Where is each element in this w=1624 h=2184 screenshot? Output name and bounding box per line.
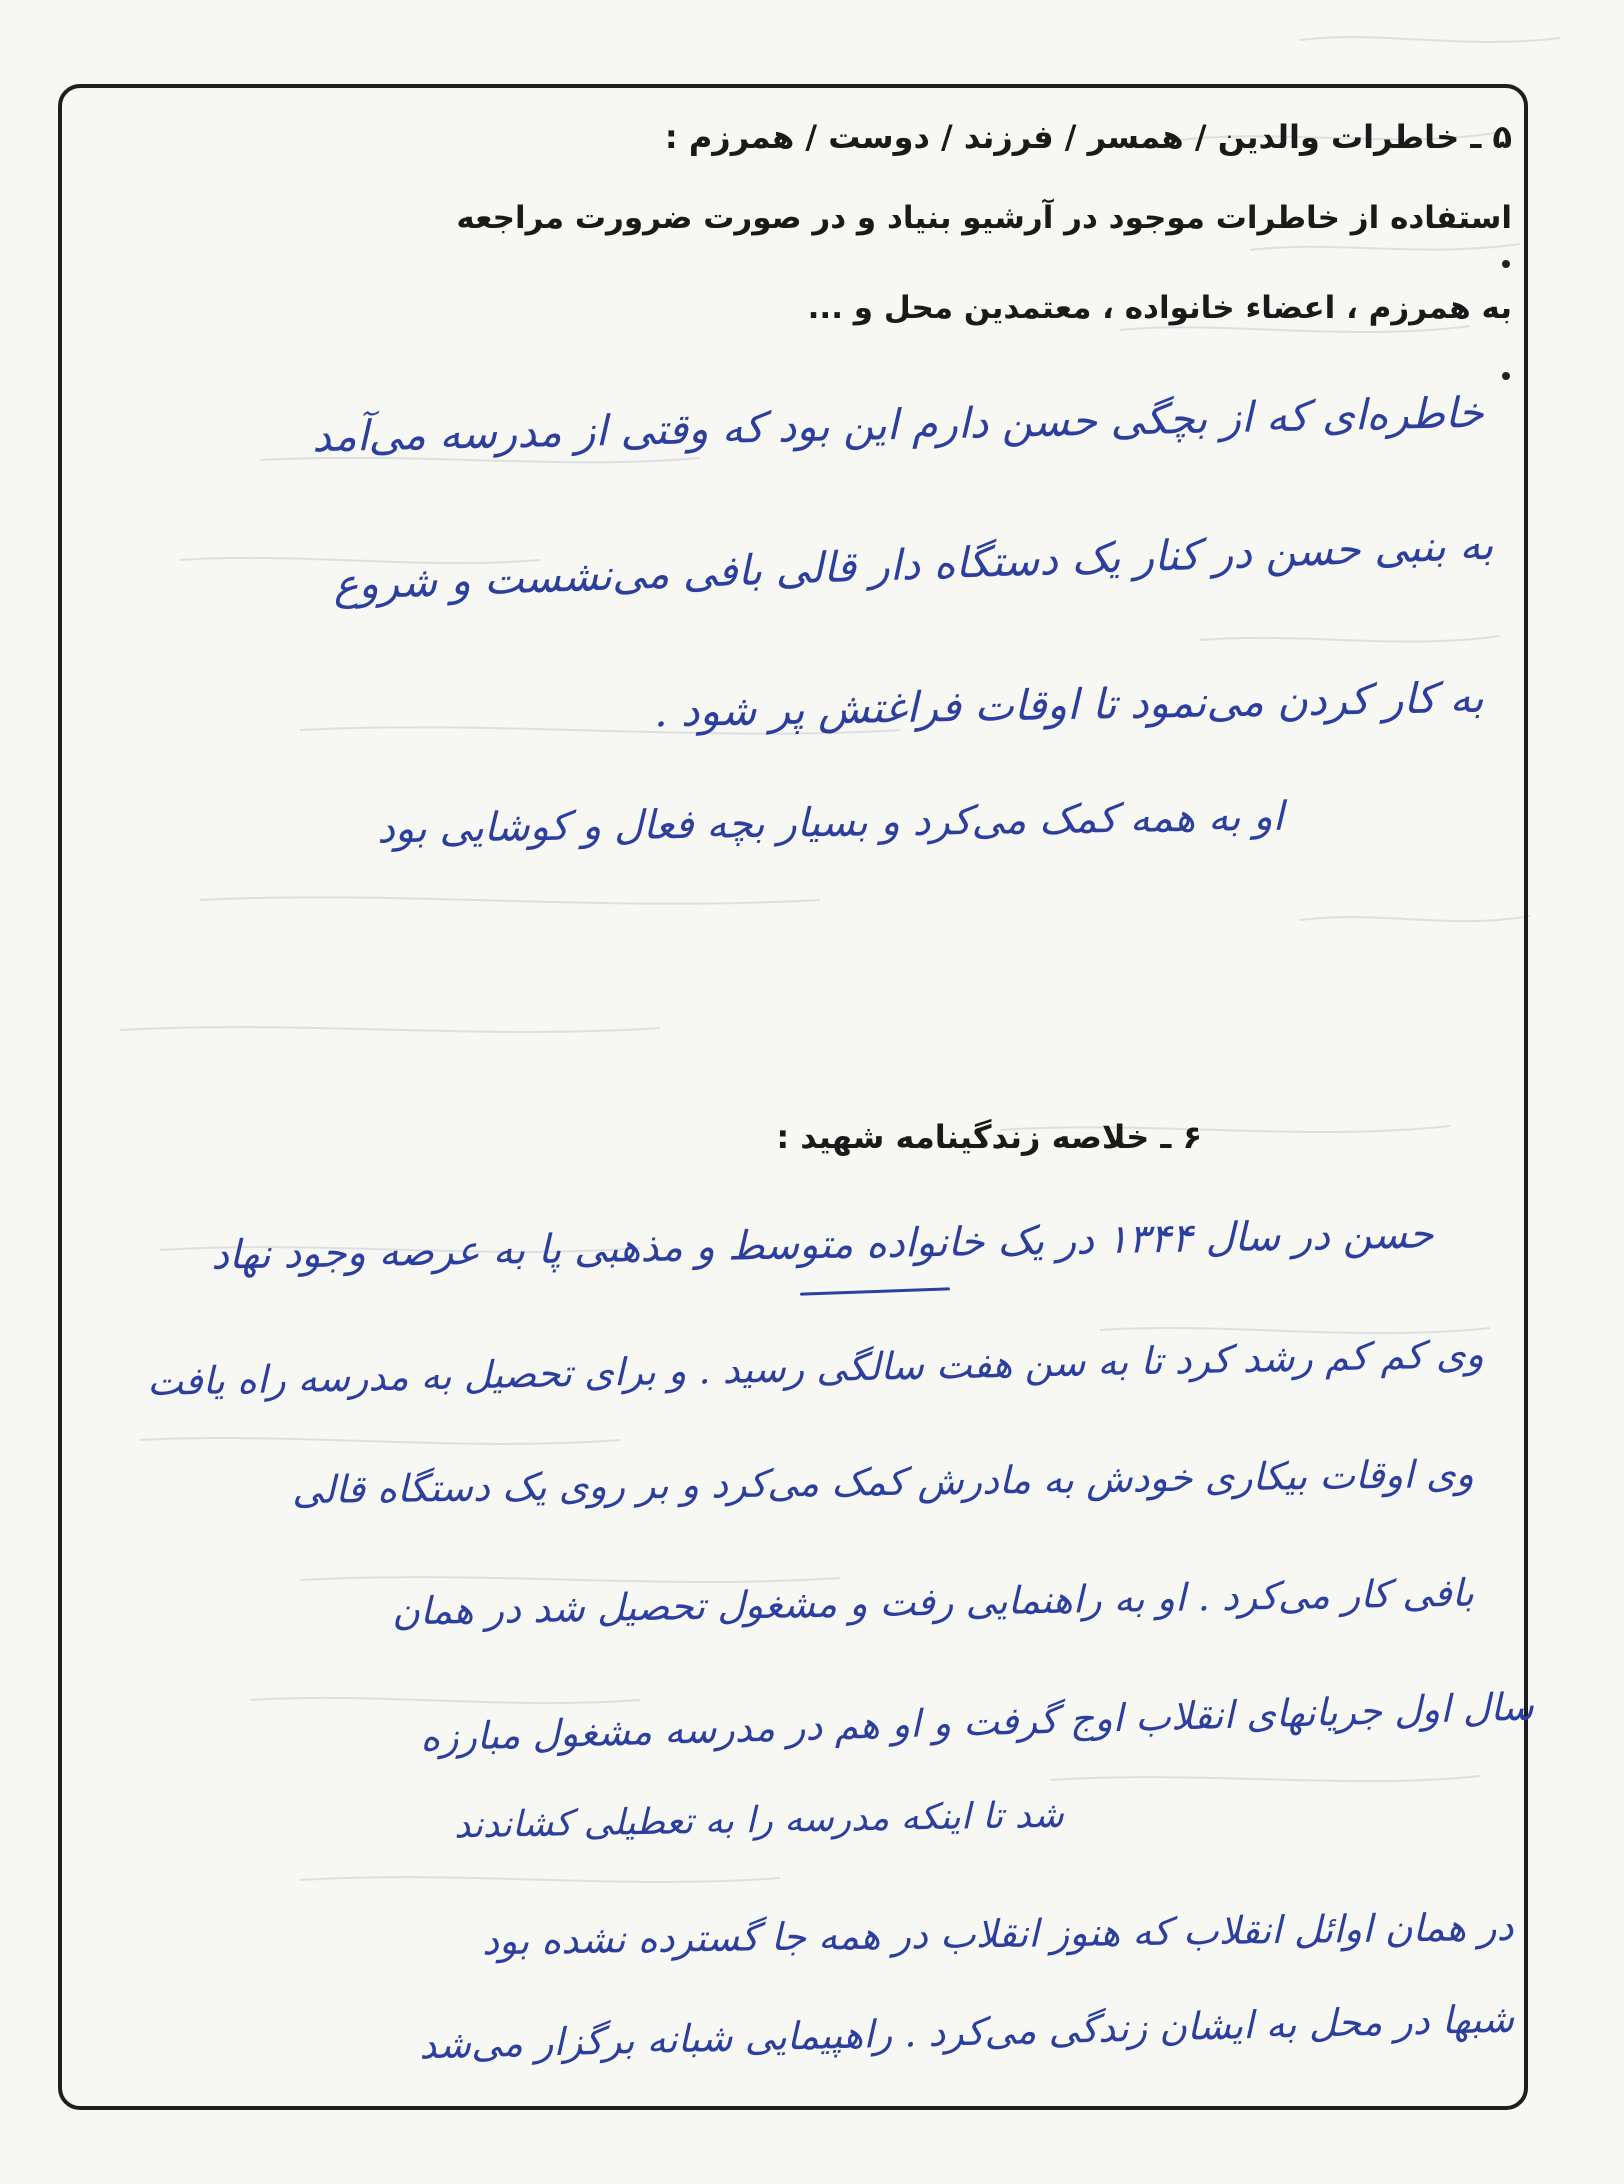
bullet-dot (1502, 260, 1510, 268)
memory-line-4: او به همه کمک می‌کرد و بسیار بچه فعال و کوشایی بود (376, 793, 1285, 853)
memory-line-2: به بنبی حسن در کنار یک دستگاه دار قالی بافی می‌نشست و شروع (332, 519, 1495, 610)
section5-instruction-line2: به همرزم ، اعضاء خانواده ، معتمدین محل و ... (807, 290, 1512, 326)
biography-line-8: شبها در محل به ایشان زندگی می‌کرد . راهپیمایی شبانه برگزار می‌شد (418, 1996, 1515, 2068)
biography-line-6: شد تا اینکه مدرسه را به تعطیلی کشاندند (453, 1794, 1065, 1847)
biography-line-7: در همان اوائل انقلاب که هنوز انقلاب در همه جا گسترده نشده بود (482, 1904, 1515, 1964)
biography-line-5: سال اول جریانهای انقلاب اوج گرفت و او هم در مدرسه مشغول مبارزه (419, 1684, 1535, 1760)
bullet-dot (1502, 372, 1510, 380)
memory-line-3: به کار کردن می‌نمود تا اوقات فراغتش پر شود . (653, 672, 1485, 737)
memory-line-1: خاطره‌ای که از بچگی حسن دارم این بود که وقتی از مدرسه می‌آمد (311, 387, 1485, 462)
biography-line-4: بافی کار می‌کرد . او به راهنمایی رفت و مشغول تحصیل شد در همان (391, 1570, 1475, 1634)
section5-heading: ۵ ـ خاطرات والدین / همسر / فرزند / دوست / همرزم : (664, 118, 1512, 156)
biography-line-2: وی کم کم رشد کرد تا به سن هفت سالگی رسید . و برای تحصیل به مدرسه راه یافت (146, 1332, 1485, 1404)
section5-instruction-line1: استفاده از خاطرات موجود در آرشیو بنیاد و در صورت ضرورت مراجعه (456, 200, 1512, 236)
biography-line-3: وی اوقات بیکاری خودش به مادرش کمک می‌کرد و بر روی یک دستگاه قالی (291, 1451, 1475, 1513)
biography-line-1: حسن در سال ۱۳۴۴ در یک خانواده متوسط و مذهبی پا به عرصه وجود نهاد (211, 1211, 1435, 1279)
section6-heading: ۶ ـ خلاصه زندگینامه شهید : (776, 1118, 1202, 1156)
